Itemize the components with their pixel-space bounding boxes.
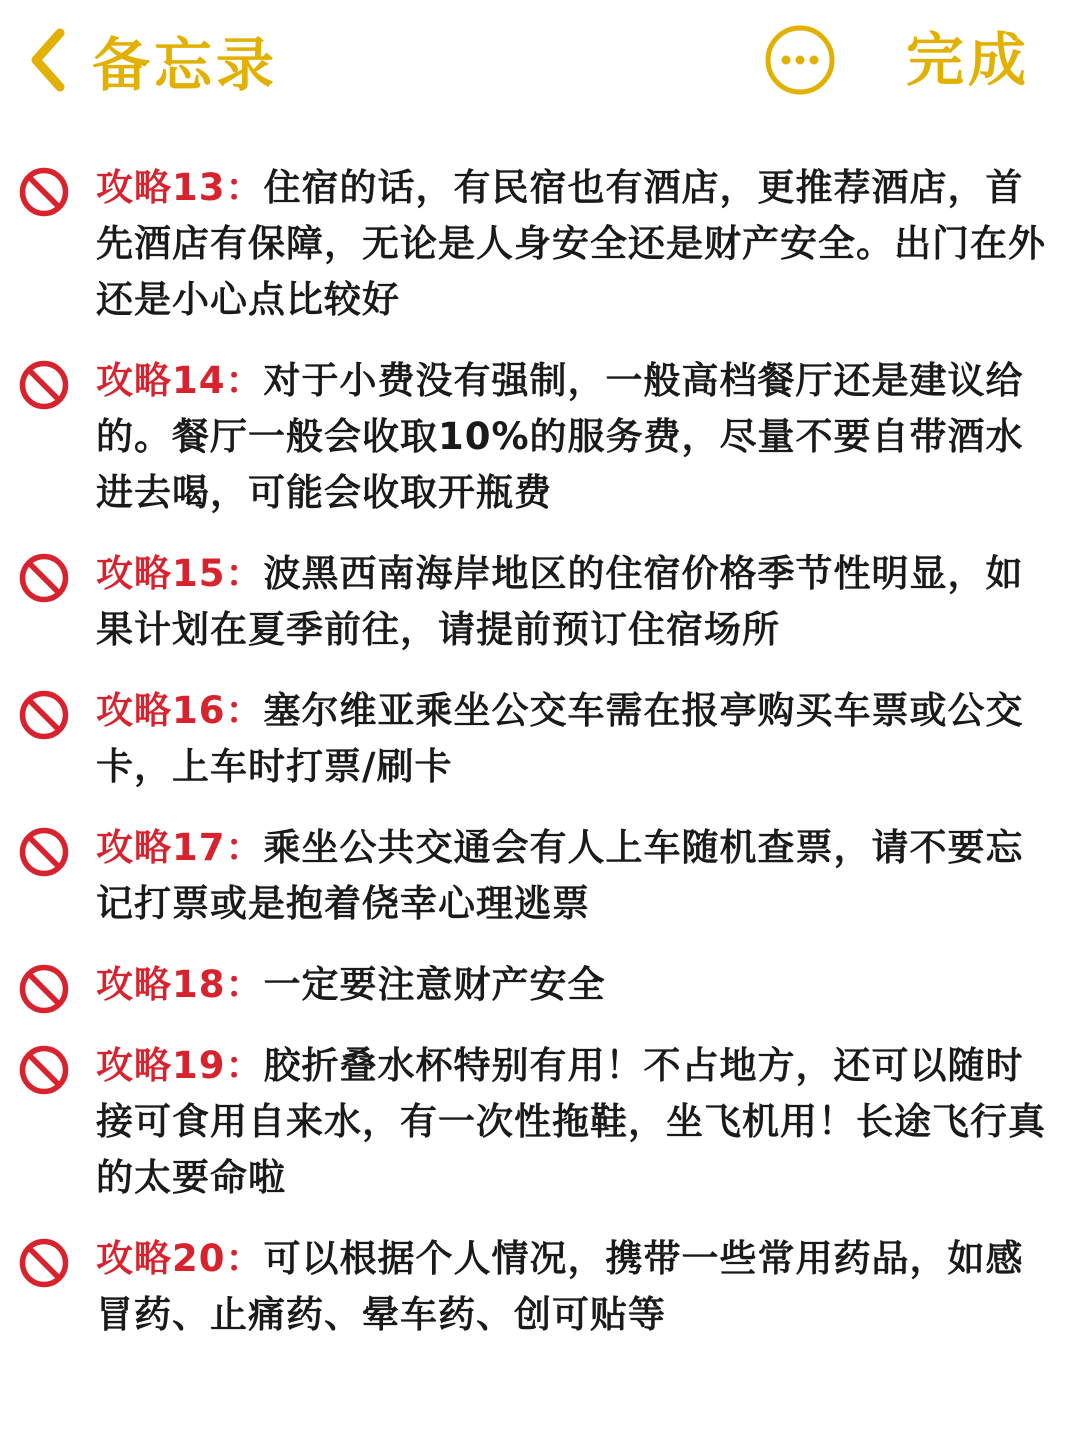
note-item-label: 攻略14： — [96, 359, 264, 402]
prohibited-icon — [18, 359, 70, 411]
note-item-body: 胶折叠水杯特别有用！不占地方，还可以随时接可食用自来水，有一次性拖鞋，坐飞机用！长途飞行真的太要命啦 — [96, 1044, 1046, 1199]
prohibited-icon — [18, 166, 70, 218]
back-label: 备忘录 — [92, 31, 279, 99]
prohibited-icon — [18, 552, 70, 604]
navigation-bar — [0, 0, 1080, 120]
prohibited-icon — [18, 826, 70, 878]
note-item-body: 乘坐公共交通会有人上车随机查票，请不要忘记打票或是抱着侥幸心理逃票 — [96, 826, 1024, 925]
note-item-text — [96, 546, 1056, 658]
note-item-body: 塞尔维亚乘坐公交车需在报亭购买车票或公交卡，上车时打票/刷卡 — [96, 689, 1024, 788]
prohibited-icon — [18, 689, 70, 741]
note-item-body: 一定要注意财产安全 — [263, 963, 606, 1006]
note-content[interactable] — [0, 160, 1080, 1368]
note-item-body: 住宿的话，有民宿也有酒店，更推荐酒店，首先酒店有保障，无论是人身安全还是财产安全。出门在外还是小心点比较好 — [96, 166, 1046, 321]
note-item-label: 攻略16： — [96, 689, 264, 732]
note-item-text — [96, 353, 1056, 521]
note-item-body: 对于小费没有强制，一般高档餐厅还是建议给的。餐厅一般会收取10%的服务费，尽量不要自带酒水进去喝，可能会收取开瓶费 — [96, 359, 1024, 514]
note-item — [0, 546, 1080, 658]
note-item-text — [96, 160, 1056, 328]
note-item-text — [96, 1038, 1056, 1206]
note-item — [0, 957, 1080, 1013]
note-item-label: 攻略15： — [96, 552, 264, 595]
prohibited-icon — [18, 963, 70, 1015]
note-item-body: 可以根据个人情况，携带一些常用药品，如感冒药、止痛药、晕车药、创可贴等 — [96, 1237, 1024, 1336]
note-item-body: 波黑西南海岸地区的住宿价格季节性明显，如果计划在夏季前往，请提前预订住宿场所 — [96, 552, 1024, 651]
note-item — [0, 353, 1080, 521]
note-item — [0, 820, 1080, 932]
done-button[interactable]: 完成 — [906, 26, 1031, 94]
note-item — [0, 160, 1080, 328]
note-item-label: 攻略18： — [96, 963, 264, 1006]
note-item-text — [96, 683, 1056, 795]
note-item-text — [96, 1231, 1056, 1343]
note-item-label: 攻略17： — [96, 826, 264, 869]
back-button[interactable] — [26, 18, 278, 102]
prohibited-icon — [18, 1044, 70, 1096]
chevron-left-icon — [26, 27, 70, 93]
note-item-label: 攻略20： — [96, 1237, 264, 1280]
prohibited-icon — [18, 1237, 70, 1289]
note-item — [0, 1038, 1080, 1206]
note-item — [0, 683, 1080, 795]
note-item — [0, 1231, 1080, 1343]
note-item-text — [96, 820, 1056, 932]
ellipsis-circle-icon — [764, 24, 836, 96]
note-item-label: 攻略19： — [96, 1044, 264, 1087]
note-item-text — [96, 957, 1056, 1013]
more-options-button[interactable] — [764, 24, 836, 96]
note-item-label: 攻略13： — [96, 166, 264, 209]
